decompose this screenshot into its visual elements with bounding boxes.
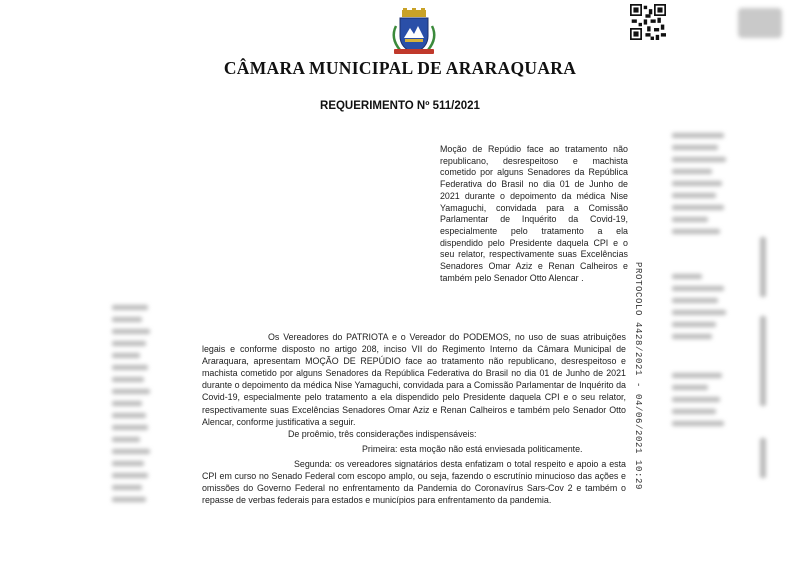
blurred-background-text-far-right: [760, 230, 782, 485]
blurred-header-right: [738, 8, 782, 38]
document-body: [202, 331, 626, 506]
ementa-summary: Moção de Repúdio face ao tratamento não republicano, desrespeitoso e machista cometido por alguns Senadores da República Federativa do Brasil no dia 01 de Junho de 2021 durante o depoimento da médica Nise Yamaguchi, convidada para a Comissão Parlamentar de Inquérito da Covid-19, especialmente pelo tratamento a ela dispendido pelo Presidente daquela CPI e o seu relator, respectivamente suas Excelências Senadores Omar Aziz e Renan Calheiros e também pelo Senador Otto Alencar .: [440, 144, 628, 283]
institution-heading: CÂMARA MUNICIPAL DE ARARAQUARA: [223, 58, 577, 78]
consideration-second: Segunda: os vereadores signatários desta enfatizam o total respeito e apoio a esta CPI em curso no Senado Federal com escopo amplo, ou seja, fazendo o escrutínio minucioso das ações e omissões do Governo Federal no enfrentamento da Pandemia do Coronavírus Sars-Cov 2 e também o repasse de verbas federais para estados e municípios para enfrentamento da pandemia.: [202, 458, 626, 506]
blurred-background-text-left: [112, 298, 152, 509]
considerations-intro: De proêmio, três considerações indispensáveis:: [288, 428, 477, 439]
city-coat-of-arms-icon: [388, 8, 440, 56]
consideration-first: Primeira: esta moção não está enviesada politicamente.: [362, 443, 583, 454]
body-paragraph-intro: Os Vereadores do PATRIOTA e o Vereador do PODEMOS, no uso de suas atribuições legais e conforme disposto no artigo 208, inciso VII do Regimento Interno da Câmara Municipal de Araraquara, apresentam MOÇÃO DE REPÚDIO face ao tratamento não republicano, desrespeitoso e machista cometido por alguns Senadores da República Federativa do Brasil no dia 01 de Junho de 2021 durante o depoimento da médica Nise Yamaguchi, convidada para a Comissão Parlamentar de Inquérito da Covid-19, especialmente pelo tratamento a ela dispendido pelo Presidente daquela CPI e o seu relator, respectivamente suas Excelências Senadores Omar Aziz e Renan Calheiros e também pelo Senador Otto Alencar, conforme justificativa a seguir.: [202, 332, 626, 427]
protocol-stamp: PROTOCOLO 4428/2021 - 04/06/2021 10:29: [633, 262, 643, 491]
blurred-background-text-right: [672, 126, 728, 433]
qr-code-icon: [630, 4, 666, 40]
document-title: REQUERIMENTO Nº 511/2021: [320, 100, 480, 112]
